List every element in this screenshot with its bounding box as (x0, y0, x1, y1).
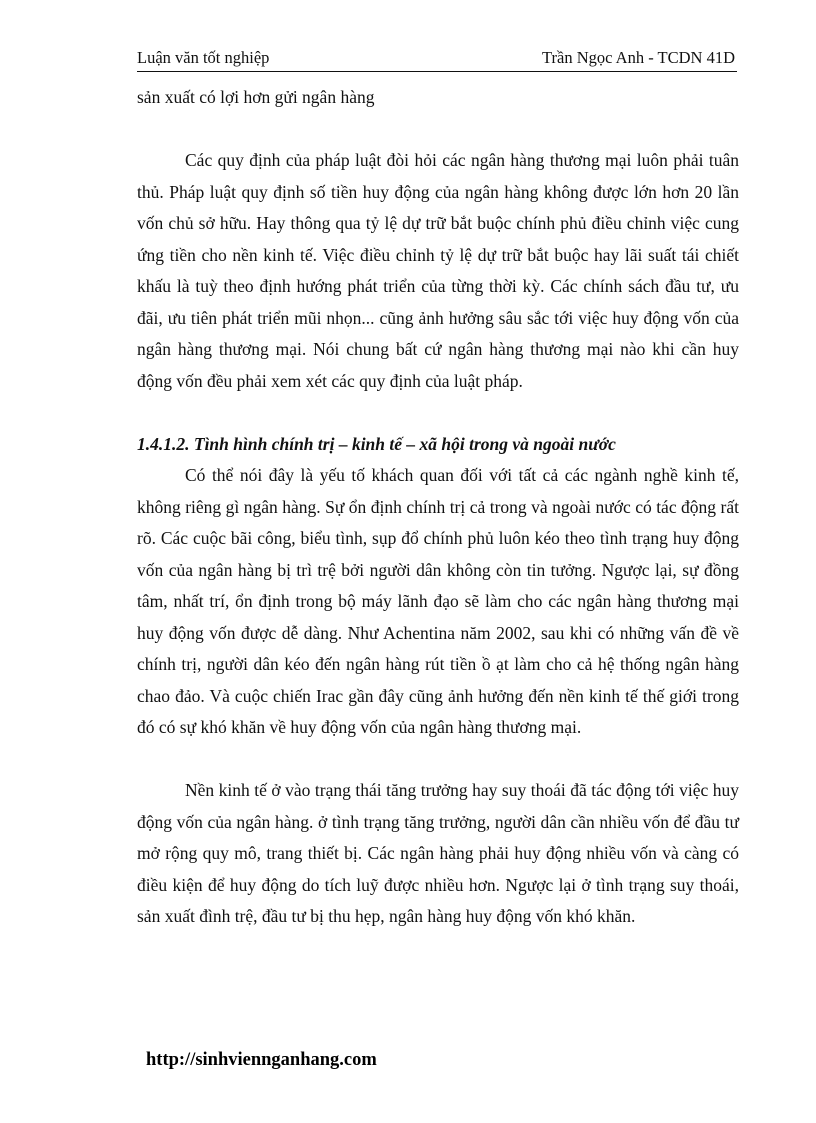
header-author: Trần Ngọc Anh - TCDN 41D (542, 48, 735, 67)
section-heading: 1.4.1.2. Tình hình chính trị – kinh tế – xã hội trong và ngoài nước (137, 433, 616, 454)
paragraph-economic-state: Nền kinh tế ở vào trạng thái tăng trưởng hay suy thoái đã tác động tới việc huy động vốn của ngân hàng. ở tình trạng tăng trưởng, người dân cần nhiều vốn để đầu tư mở rộng quy mô, trang thiết bị. Các ngân hàng phải huy động nhiều vốn và càng có điều kiện để huy động do tích luỹ được nhiều hơn. Ngược lại ở tình trạng suy thoái, sản xuất đình trệ, đầu tư bị thu hẹp, ngân hàng huy động vốn khó khăn. (137, 780, 739, 926)
header-thesis-title: Luận văn tốt nghiệp (137, 48, 270, 67)
paragraph-legal-regulations: Các quy định của pháp luật đòi hỏi các ngân hàng thương mại luôn phải tuân thủ. Pháp luật quy định số tiền huy động của ngân hàng không được lớn hơn 20 lần vốn chủ sở hữu. Hay thông qua tỷ lệ dự trữ bắt buộc chính phủ điều chỉnh việc cung ứng tiền cho nền kinh tế. Việc điều chỉnh tỷ lệ dự trữ bắt buộc hay lãi suất tái chiết khấu là tuỳ theo định hướng phát triển của từng thời kỳ. Các chính sách đầu tư, ưu đãi, ưu tiên phát triển mũi nhọn... cũng ảnh hưởng sâu sắc tới việc huy động vốn của ngân hàng thương mại. Nói chung bất cứ ngân hàng thương mại nào khi cần huy động vốn đều phải xem xét các quy định của luật pháp. (137, 150, 739, 391)
paragraph-political-situation: Có thể nói đây là yếu tố khách quan đối với tất cả các ngành nghề kinh tế, không riêng gì ngân hàng. Sự ổn định chính trị cả trong và ngoài nước có tác động rất rõ. Các cuộc bãi công, biểu tình, sụp đổ chính phủ luôn kéo theo tình trạng huy động vốn của ngân hàng bị trì trệ bởi người dân không còn tin tưởng. Ngược lại, sự đồng tâm, nhất trí, ổn định trong bộ máy lãnh đạo sẽ làm cho các ngân hàng thương mại huy động vốn được dễ dàng. Như Achentina năm 2002, sau khi có những vấn đề về chính trị, người dân kéo đến ngân hàng rút tiền ồ ạt làm cho cả hệ thống ngân hàng chao đảo. Và cuộc chiến Irac gần đây cũng ảnh hưởng đến nền kinh tế thế giới trong đó có sự khó khăn về huy động vốn của ngân hàng thương mại. (137, 465, 739, 737)
document-body (137, 82, 739, 933)
continuation-line: sản xuất có lợi hơn gửi ngân hàng (137, 87, 375, 107)
footer-website-link[interactable]: http://sinhviennganhang.com (146, 1050, 377, 1070)
page-header (137, 47, 737, 72)
